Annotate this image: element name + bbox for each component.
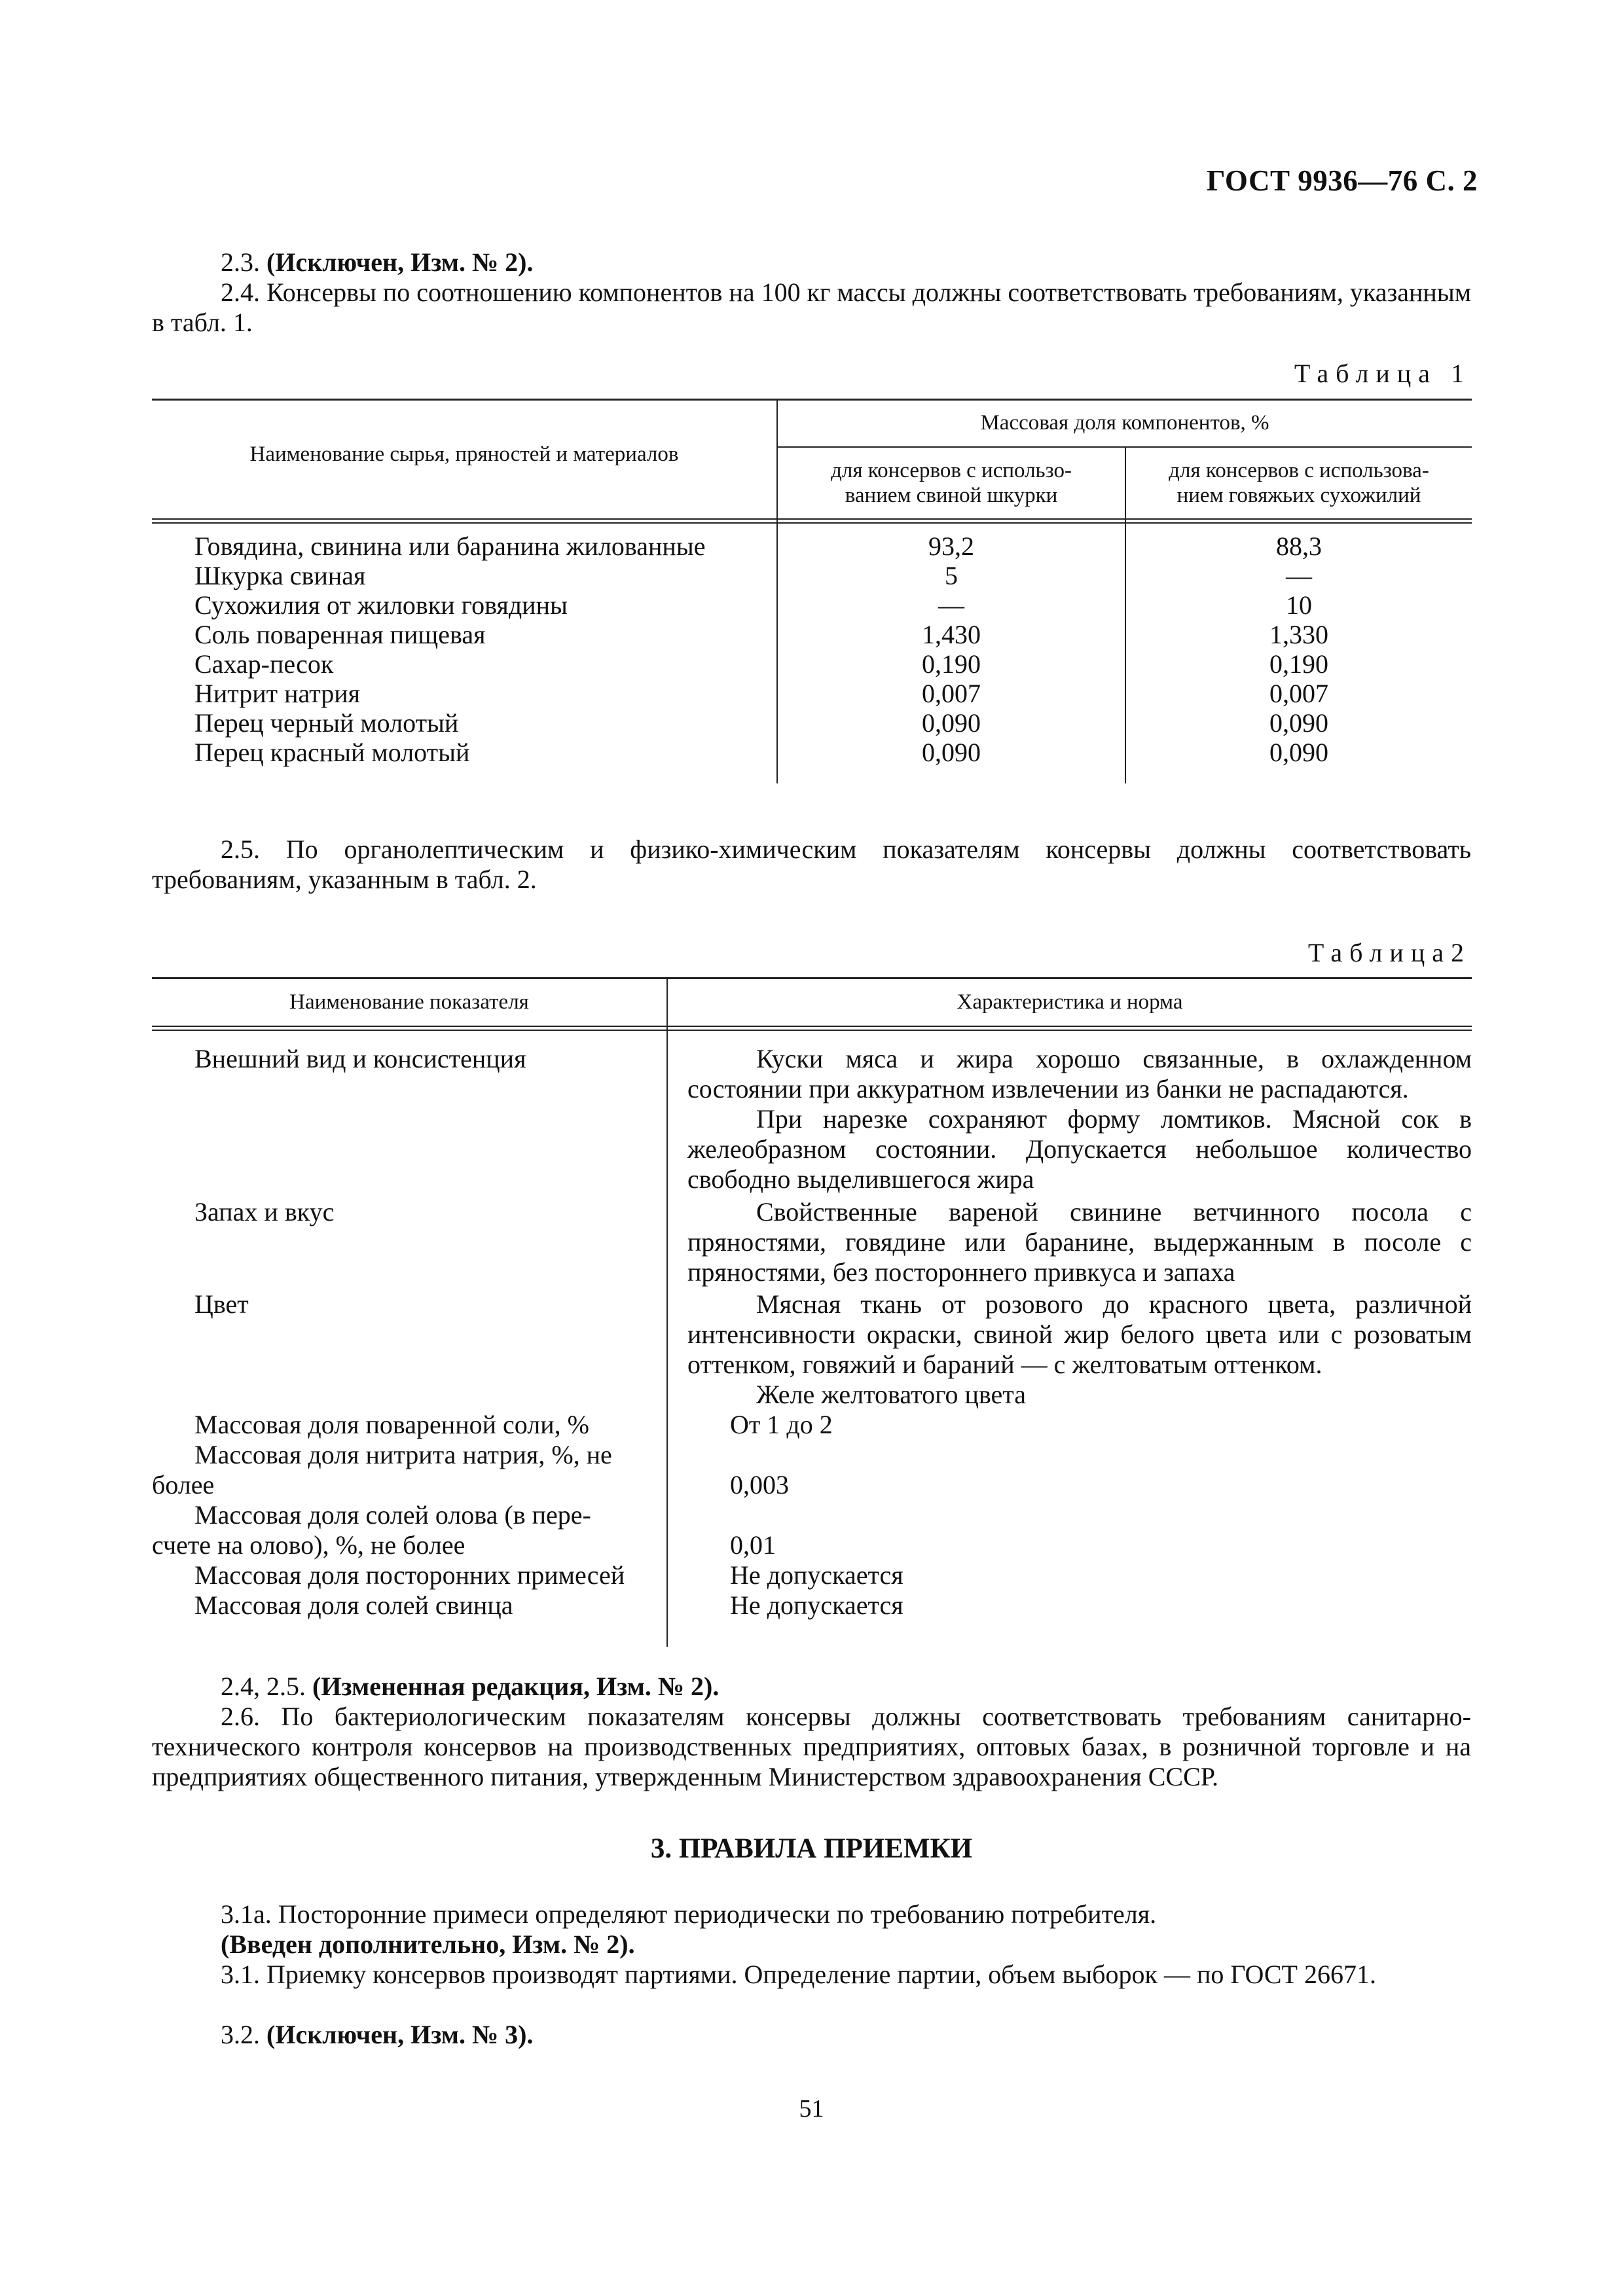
header-line: нием говяжьих сухожилий xyxy=(1176,484,1421,507)
table2-row-name: Массовая доля посторонних примесей xyxy=(194,1560,625,1590)
paragraph-3-1: 3.1. Приемку консервов производят партиями. Определение партии, объем выборок — по ГОСТ 26671. xyxy=(221,1960,1376,1989)
table1-row-b: 0,090 xyxy=(1269,708,1328,738)
amendment-paragraph xyxy=(152,1672,1471,1702)
table2-row-name: Массовая доля нитрита натрия, %, не xyxy=(194,1440,612,1469)
table1-row-b: 10 xyxy=(1286,590,1312,620)
document-header: ГОСТ 9936—76 С. 2 xyxy=(1206,164,1478,197)
header-line: для консервов с использова- xyxy=(1169,459,1429,482)
table1-row-b: — xyxy=(1286,561,1312,590)
table2-caption: Таблица2 xyxy=(1307,938,1471,967)
table2-top-rule xyxy=(152,977,1472,979)
table1-row-b: 1,330 xyxy=(1269,620,1328,649)
table2-header-name: Наименование показателя xyxy=(289,990,529,1014)
table1-row-name: Шкурка свиная xyxy=(194,561,366,590)
table1-top-rule xyxy=(152,399,1472,401)
paragraph-number: 2.4, 2.5. xyxy=(221,1672,312,1701)
paragraph-3-1a: 3.1а. Посторонние примеси определяют периодически по требованию потребителя. xyxy=(221,1899,1157,1929)
table1-header-col-b xyxy=(1126,458,1472,508)
table2-row-value: Желе желтоватого цвета xyxy=(756,1380,1027,1409)
table2-row-name: Массовая доля солей олова (в пере- xyxy=(194,1500,591,1530)
table2-row-value: Не допускается xyxy=(730,1590,903,1620)
table1-header-name: Наименование сырья, пряностей и материалов xyxy=(249,442,679,466)
amendment-note: (Введен дополнительно, Изм. № 2). xyxy=(221,1929,635,1959)
table1-header-rule xyxy=(152,518,1472,520)
table2-row-value: При нарезке сохраняют форму ломтиков. Мясной сок в желеобразном состоянии. Допускается небольшое количество свободно выделившегося жира xyxy=(687,1104,1472,1194)
table2-row-name: более xyxy=(152,1470,215,1499)
table1-row-a: 0,007 xyxy=(922,679,981,708)
table2-header-rule-double xyxy=(152,1030,1472,1031)
table1-row-a: 1,430 xyxy=(922,620,981,649)
section-title: 3. ПРАВИЛА ПРИЕМКИ xyxy=(650,1833,973,1864)
table1-row-name: Сахар-песок xyxy=(194,649,334,679)
table2-row-value: Куски мяса и жира хорошо связанные, в охлажденном состоянии при аккуратном извлечении из банки не распадаются. xyxy=(687,1044,1472,1103)
table1-row-name: Перец черный молотый xyxy=(194,708,459,738)
amendment-note: (Исключен, Изм. № 2). xyxy=(266,247,534,277)
paragraph-2-5: 2.5. По органолептическим и физико-химическим показателям консервы должны соответствовать требованиям, указанным в табл. 2. xyxy=(152,834,1471,894)
table1-header-group: Массовая доля компонентов, % xyxy=(980,411,1269,435)
paragraph-number: 2.3. xyxy=(221,247,266,277)
table2-col-divider xyxy=(666,977,668,1647)
table1-row-name: Сухожилия от жиловки говядины xyxy=(194,590,568,620)
table2-row-name: Внешний вид и консистенция xyxy=(194,1044,526,1073)
table1-row-name: Говядина, свинина или баранина жилованные xyxy=(194,531,706,561)
amendment-note: (Исключен, Изм. № 3). xyxy=(266,2020,534,2049)
table1-row-name: Перец красный молотый xyxy=(194,738,470,767)
table1-row-a: 0,090 xyxy=(922,708,981,738)
table2-row-value: Не допускается xyxy=(730,1560,903,1590)
table1-row-a: 0,190 xyxy=(922,649,981,679)
table1-row-a: 93,2 xyxy=(928,531,974,561)
table2-row-name: Массовая доля солей свинца xyxy=(194,1590,513,1620)
table2-row-value: Мясная ткань от розового до красного цвета, различной интенсивности окраски, свиной жир белого цвета или с розоватым оттенком, говяжий и бараний — с желтоватым оттенком. xyxy=(687,1289,1472,1379)
table1-header-col-a xyxy=(778,458,1125,508)
header-line: для консервов с использо- xyxy=(831,459,1072,482)
table2-row-value: 0,003 xyxy=(730,1470,789,1499)
table1-row-b: 0,190 xyxy=(1269,649,1328,679)
table2-row-value: Свойственные вареной свинине ветчинного посола с пряностями, говядине или баранине, выдержанным в посоле с пряностями, без постороннего привкуса и запаха xyxy=(687,1197,1472,1287)
paragraph-2-4: 2.4. Консервы по соотношению компонентов на 100 кг массы должны соответствовать требованиям, указанным в табл. 1. xyxy=(152,278,1471,337)
table1-header-rule-double xyxy=(152,522,1472,524)
table1-row-a: 0,090 xyxy=(922,738,981,767)
header-line: ванием свиной шкурки xyxy=(845,484,1058,507)
table2-row-name: счете на олово), %, не более xyxy=(152,1530,465,1560)
table1-caption: Таблица 1 xyxy=(1294,359,1471,388)
table1-row-b: 88,3 xyxy=(1276,531,1322,561)
table2-row-name: Запах и вкус xyxy=(194,1197,335,1227)
paragraph-2-3 xyxy=(152,247,1471,278)
paragraph-number: 3.2. xyxy=(221,2020,266,2049)
paragraph-2-6: 2.6. По бактериологическим показателям консервы должны соответствовать требованиям санитарно-технического контроля консервов на производственных предприятиях, оптовых базах, в розничной торговле и на предприятиях общественного питания, утвержденным Министерством здравоохранения СССР. xyxy=(152,1702,1471,1791)
table2-row-name: Массовая доля поваренной соли, % xyxy=(194,1410,589,1439)
table1-row-a: — xyxy=(938,590,964,620)
paragraph-3-2 xyxy=(152,2020,1471,2050)
table2-row-value: 0,01 xyxy=(730,1530,776,1560)
table2-row-name: Цвет xyxy=(194,1289,249,1319)
table1-row-name: Нитрит натрия xyxy=(194,679,361,708)
table1-row-a: 5 xyxy=(945,561,958,590)
table1-row-b: 0,007 xyxy=(1269,679,1328,708)
amendment-note: (Измененная редакция, Изм. № 2). xyxy=(312,1672,720,1701)
table2-header-rule xyxy=(152,1026,1472,1027)
table1-row-name: Соль поваренная пищевая xyxy=(194,620,486,649)
page-number: 51 xyxy=(799,2095,824,2123)
table2-row-value: От 1 до 2 xyxy=(730,1410,833,1439)
table1-row-b: 0,090 xyxy=(1269,738,1328,767)
table2-header-value: Характеристика и норма xyxy=(957,990,1183,1014)
